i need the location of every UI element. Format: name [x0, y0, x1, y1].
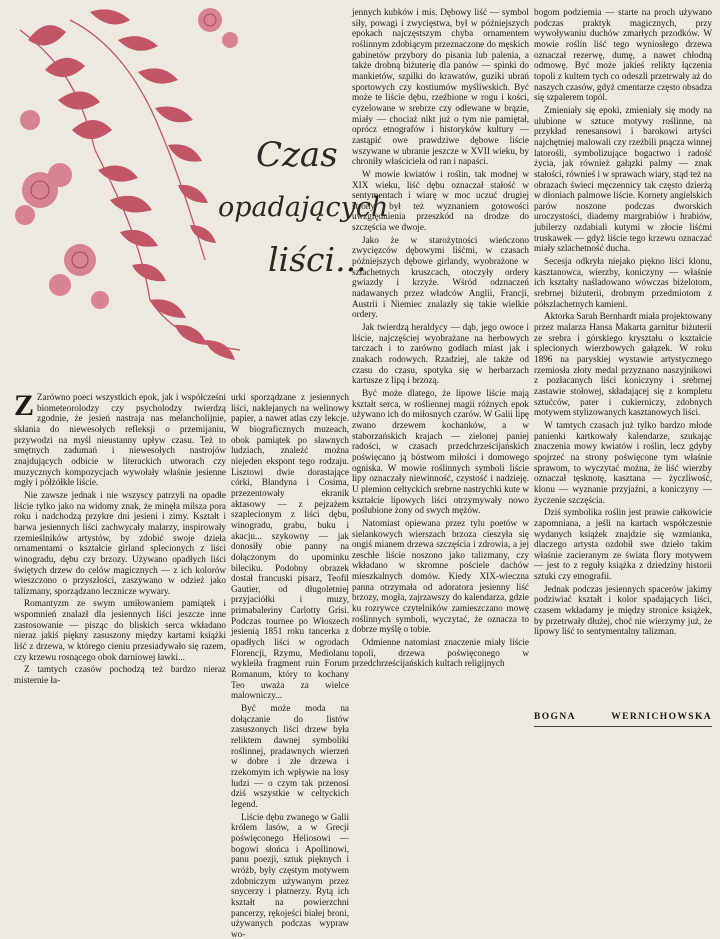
paragraph: Nie zawsze jednak i nie wszyscy patrzyli na opadłe liście tylko jako na widomy znak, że minęła milsza pora roku i nadchodzą przykre dni jesieni i zimy. Kształt i barwa jesiennych liści zachwycały malarzy, inspirowały rzemieślników artystów, by zdobić swoje dzieła ornamentami o kształcie girland splecionych z liści winogradu, dębu czy brzozy. Używano opadłych liści świętych drzew do celów magicznych — z ich kolorów wieszczono o przyszłości, zaszywano w odzież jako talizmany, sporządzano lecznicze wywary.	[14, 489, 226, 596]
paragraph: Być może moda na dołączanie do listów zasuszonych liści drzew była reliktem dawnej symboliki roślinnej, pradawnych wierzeń w dobre i złe drzewa i rzekomym ich wpływie na losy ludzi — o czym tak przenosi dziś wszystkie w celtyckich legend.	[231, 703, 349, 809]
text-column-1	[14, 389, 226, 794]
paragraph: Jednak podczas jesiennych spacerów jakimy podziwiać kształt i kolor spadających liści, czasem wkładamy je między stronice książek, by przetrwały dłużej, choć nie wierzymy już, że lipowy liść to sentymentalny talizman.	[534, 583, 712, 637]
author-first-name: BOGNA	[534, 712, 576, 722]
paragraph: Jak twierdzą heraldycy — dąb, jego owoce i liście, najczęściej wyobrażane na herbowych tarczach i to zarówno godłach miast jak i znakach rodowych. Rzadziej, ale także od czasu do czasu, spotyka się w herbarzach kartusze z lipą i brzozą.	[352, 322, 529, 386]
title-line-3: liści...	[268, 240, 367, 279]
paragraph: Liście dębu zwanego w Galii królem lasów, a w Grecji poświęconego Heliosowi — bogowi słońca i Apollinowi, panu poezji, sztuk pięknych i wróżb, były częstym motywem zdobniczym używanym przez snycerzy i płatnerzy. Rytą ich kształt na powierzchni pancerzy, rękojeści białej broni, używanych podczas wypraw wo-	[231, 811, 349, 939]
paragraph: Dziś symbolika roślin jest prawie całkowicie zapomniana, a jeśli na kartach współczesnie wydanych książek znajdzie się wzmianka, dlaczego artysta ozdobił swe dzieło takim właśnie zacieranym ze świata flory motywem — jest to z reguły książka z dziedziny historii sztuki czy etnografii.	[534, 507, 712, 582]
text-column-4	[534, 7, 712, 713]
paragraph: Z tamtych czasów pochodzą też bardzo nieraz misternie ła-	[14, 664, 226, 686]
paragraph	[14, 389, 226, 488]
paragraph: W mowie kwiatów i roślin, tak modnej w XIX wieku, liść dębu oznaczał stałość w sentymentach i wiarę w moc uczuć drugiej strony, był też wyznaniem gotowości uwzględnienia przeszkód na drodze do szczęścia we dwoje.	[352, 168, 529, 233]
paragraph: jennych kubków i mis. Dębowy liść — symbol siły, powagi i zwycięstwa, był w późniejszych epokach najczęstszym chyba ornamentem roślinnym zdobiącym przeznaczone do męskich gabinetów przybory do pisania lub palenia, a także drobną biżuterię dla panów — spinki do mankietów, szpilki do krawatów, guziki ubrań sportowych czy kostiumów myśliwskich. Być może te liście dębu, rzeźbione w rogu i kości, cyzelowane w srebrze czy odlewane w brązie, miały — chociaż nikt już o tym nie pamiętał, oprócz etnografów i historyków kultury — zastąpić owe prawdziwe dębowe liście wszywane w ubranie jeszcze w XVII wieku, by chroniły właściciela od ran i napaści.	[352, 7, 529, 167]
signature-rule	[534, 726, 712, 727]
drop-cap: Z	[14, 389, 35, 422]
paragraph-text: Zarówno poeci wszystkich epok, jak i współcześni biometeorolodzy czy psycholodzy twierdzą zgodnie, że jesień nastraja nas melancholijnie, skłania do niewesołych refleksji o przemijaniu, przywodzi na myśl nieustanny upływ czasu. Też to smętnych zadumań i niewesołych nastrojów znajdujących odbicie w literackich utworach czy muzycznych kompozycjach wywołały właśnie jesienne mgły i półżółkłe liście.	[14, 392, 226, 488]
author-last-name: WERNICHOWSKA	[611, 712, 712, 722]
paragraph: Aktorka Sarah Bernhardt miała projektowany przez malarza Hansa Makarta garnitur biżuterii ze srebra i górskiego kryształu o kształcie splecionych wierzbowych gałązek. W roku 1896 na paryskiej wystawie artystycznego rzemiosła złoty medal przyznano naszyjnikowi z pozłacanych liści koniczyny i srebrnej zastawie stołowej, składającej się z kompletu sztućców, pater i cukierniczy, zdobnych motywem stylizowanych kasztanowych liści.	[534, 311, 712, 418]
paragraph: Natomiast opiewana przez tylu poetów w sielankowych wierszach brzoza cieszyła się ongiś mianem drzewa szczęścia i zdrowia, a jej zeschłe liście noszono jako talizmany, czy wkładano w skromne pościele dachów mieszkalnych domów. Kiedy XIX-wieczna panna otrzymała od adoratora jesienny liść brzozy, mogła, zajrzawszy do kalendarza, gdzie ku rozrywce czytelników zamieszczano mowę roślinnych symboli, wyczytać, że oznacza to dobrze myślę o tobie.	[352, 517, 529, 635]
paragraph: bogom podziemia — starte na proch używano podczas praktyk magicznych, przy wywoływaniu duchów zmarłych przodków. W mowie roślin liść tego wyniosłego drzewa oznaczał rezerwę, dumę, a nawet chłodną odmowę. Być może jakieś relikty łączenia topoli z kultem tych co odeszli przetrwały aż do naszych czasów, gdyż cmentarze często obsadza się szpalerem topól.	[534, 7, 712, 103]
paragraph: urki sporządzane z jesiennych liści, naklejanych na welinowy papier, a nawet atlas czy lekcje. W biograficznych muzeach, obok pamiątek po sławnych ludziach, znaleźć można niejeden ekspont tego rodzaju. Lisztowi dwie dorastające córki, Blandyna i Cosima, przezentowały ekranik aktasowy — z pejzażem szaplecionym z liści dębu, winogradu, grabu, buku i akacju... szykowny — jak donosiły obie panny na dołączonym do upominku bileciku. Podobny obrazek dostał francuski pisarz, Teofil Gautier, od długoletniej przyjaciółki i muzy, primabaleriny Carlotty Grisi. Podczas tournee po Włoszech jesienią 1851 roku tancerka z opadłych liści w ogrodach Florencji, Rzymu, Mediolanu wykleiła fragment ruin Forum Romanum, który to kochany Teo uważa za wielce malowniczy...	[231, 392, 349, 701]
paragraph: Odmienne natomiast znaczenie miały liście topoli, drzewa poświęconego w przedchrześcijańskich kultach religijnych	[352, 637, 529, 669]
text-column-2	[231, 392, 349, 939]
paragraph: Secesja odkryła niejako piękno liści klonu, kasztanowca, wierzby, koniczyny — właśnie ich kształty naśladowano wówczas biżelotom, srebrnej biżuterii, drobnym przedmiotom z półszlachetnych kamieni.	[534, 256, 712, 309]
paragraph: Być może dlatego, że lipowe liście mają kształt serca, w rośliennej magii różnych epok używano ich do miłosnych czarów. W Galii lipę zwano drzewem kochanków, a w staborzańskich krajach — zielonej paniej radości, w czasach przedchrześcijańskich poświęcano ją bóstwom miłości i domowego ogniska. W mowie roślinnych symboli liście lipy oznaczały niewinność, czystość i nadzieję. U plemion celtyckich srebrne nastrychki kute w kształcie lipowych liści otrzymywały nowo poślubione żony od swych mężów.	[352, 387, 529, 516]
paragraph: Romantyzm ze swym umiłowaniem pamiątek i wspomnień znalazł dla jesiennych liści jeszcze inne zastosowanie — pisząc do bliskich serca wkładano nieraz jakiś piękny zasuszony między kartami książki liść z drzewa, w którego cieniu przesiadywało się razem, czy krzewu rosnącego obok darniowej ławki...	[14, 598, 226, 662]
paragraph: Jako że w starożytności wieńczono zwycięzców dębowymi liśćmi, w czasach późniejszych dębowe girlandy, wyobrażone w szlachetnych kruszcach, otoczyły ordery gwiazdy i krzyże. Wśród odznaczeń nadawanych przez władców Anglii, Francji, Austrii i Niemiec znalazły się takie wielkie ordery.	[352, 234, 529, 320]
paragraph: W tamtych czasach już tylko bardzo młode panienki kartkowały kalendarze, szukając znaczenia mowy kwiatów i roślin, lecz gdyby spojrzeć na strony poświęcone tym właśnie sprawom, to wyczytać można, że liść wierzby oznaczał tęsknotę, kasztana — życzliwość, klonu — wyznanie przyjaźni, a koniczyny — życzenie szczęścia.	[534, 419, 712, 505]
title-line-1: Czas	[256, 135, 338, 175]
text-column-3	[352, 7, 529, 794]
title-line-2: opadających	[218, 192, 389, 223]
author-signature	[534, 712, 712, 722]
paragraph: Zmieniały się epoki, zmieniały się mody na ulubione w sztuce motywy roślinne, na przykład renesansowi i barokowi artyści najchętniej malowali czy rzeźbili pnącza winnej latorośli, symbolizujące bogactwo i radość życia, jak również gałązki palmy — znak stałości, równieś i w sprawach wiary, stąd też na obrazach świeci męczennicy tak często dzierżą w dłoniach palmowe liście. Kornety angielskich parów noszone podczas dworskich uroczystości, diademy margrabiów i hrabiów, jubilerzy ozdabiali kutymi w złocie liśćmi truskawek — gdyż liście tego krzewu oznaczać miały szlachetność ducha.	[534, 104, 712, 254]
